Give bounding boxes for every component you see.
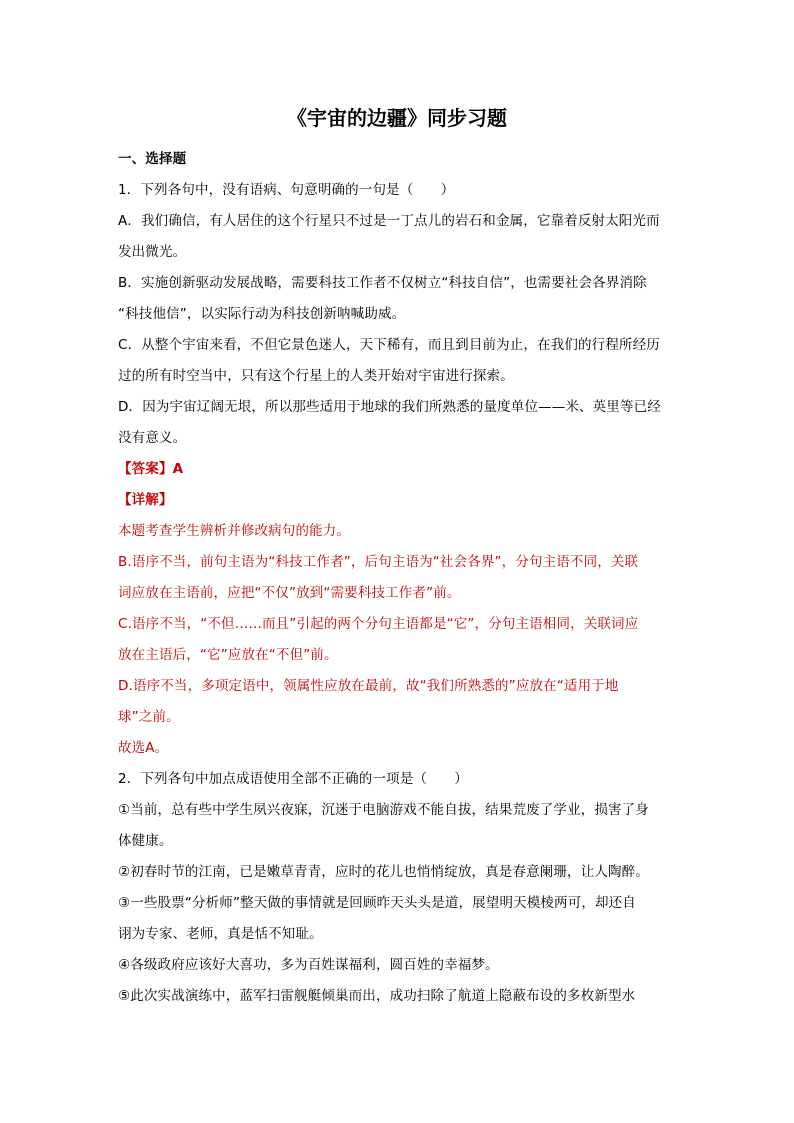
question-2-item: 诩为专家、老师，真是恬不知耻。	[118, 926, 323, 942]
analysis-line: 放在主语后，“它”应放在“不但”前。	[118, 647, 338, 663]
option-b-line-1: B．实施创新驱动发展战略，需要科技工作者不仅树立“科技自信”，也需要社会各界消除	[118, 275, 647, 291]
option-d-line-2: 没有意义。	[118, 430, 187, 446]
analysis-line: 球”之前。	[118, 709, 180, 725]
answer-label: 【答案】A	[118, 461, 184, 477]
analysis-line: 词应放在主语前，应把“不仅”放到“需要科技工作者”前。	[118, 585, 461, 601]
section-heading: 一、选择题	[118, 151, 187, 167]
question-1-stem: 1．下列各句中，没有语病、句意明确的一句是（ ）	[118, 182, 455, 198]
question-2-item: 体健康。	[118, 833, 173, 849]
analysis-line: C.语序不当，“不但……而且”引起的两个分句主语都是“它”，分句主语相同，关联词应	[118, 616, 639, 632]
question-2-item: ④各级政府应该好大喜功，多为百姓谋福利，圆百姓的幸福梦。	[118, 957, 499, 973]
detail-label: 【详解】	[118, 492, 173, 508]
document-title: 《宇宙的边疆》同步习题	[287, 106, 507, 130]
option-c-line-2: 过的所有时空当中，只有这个行星上的人类开始对宇宙进行探索。	[118, 368, 514, 384]
question-2-item: ①当前，总有些中学生夙兴夜寐，沉迷于电脑游戏不能自拔，结果荒废了学业，损害了身	[118, 802, 649, 818]
question-2-item: ③一些股票“分析师”整天做的事情就是回顾昨天头头是道，展望明天模棱两可，却还自	[118, 895, 636, 911]
question-2-item: ②初春时节的江南，已是嫩草青青，应时的花儿也悄悄绽放，真是春意阑珊，让人陶醉。	[118, 864, 649, 880]
option-d-line-1: D．因为宇宙辽阔无垠，所以那些适用于地球的我们所熟悉的量度单位——米、英里等已经	[118, 399, 661, 415]
document-body	[118, 144, 678, 1012]
option-b-line-2: “科技他信”，以实际行动为科技创新呐喊助威。	[118, 306, 406, 322]
analysis-line: B.语序不当，前句主语为“科技工作者”，后句主语为“社会各界”，分句主语不同，关联	[118, 554, 639, 570]
analysis-line: D.语序不当，多项定语中，领属性应放在最前，故“我们所熟悉的”应放在“适用于地	[118, 678, 619, 694]
option-c-line-1: C．从整个宇宙来看，不但它景色迷人，天下稀有，而且到目前为止，在我们的行程所经历	[118, 337, 660, 353]
question-2-stem: 2．下列各句中加点成语使用全部不正确的一项是（ ）	[118, 771, 468, 787]
analysis-line: 本题考查学生辨析并修改病句的能力。	[118, 523, 351, 539]
question-2-item: ⑤此次实战演练中，蓝军扫雷舰艇倾巢而出，成功扫除了航道上隐蔽布设的多枚新型水	[118, 988, 636, 1004]
option-a-line-2: 发出微光。	[118, 244, 187, 260]
analysis-conclusion: 故选A。	[118, 740, 169, 756]
option-a-line-1: A．我们确信，有人居住的这个行星只不过是一丁点儿的岩石和金属，它靠着反射太阳光而	[118, 213, 660, 229]
